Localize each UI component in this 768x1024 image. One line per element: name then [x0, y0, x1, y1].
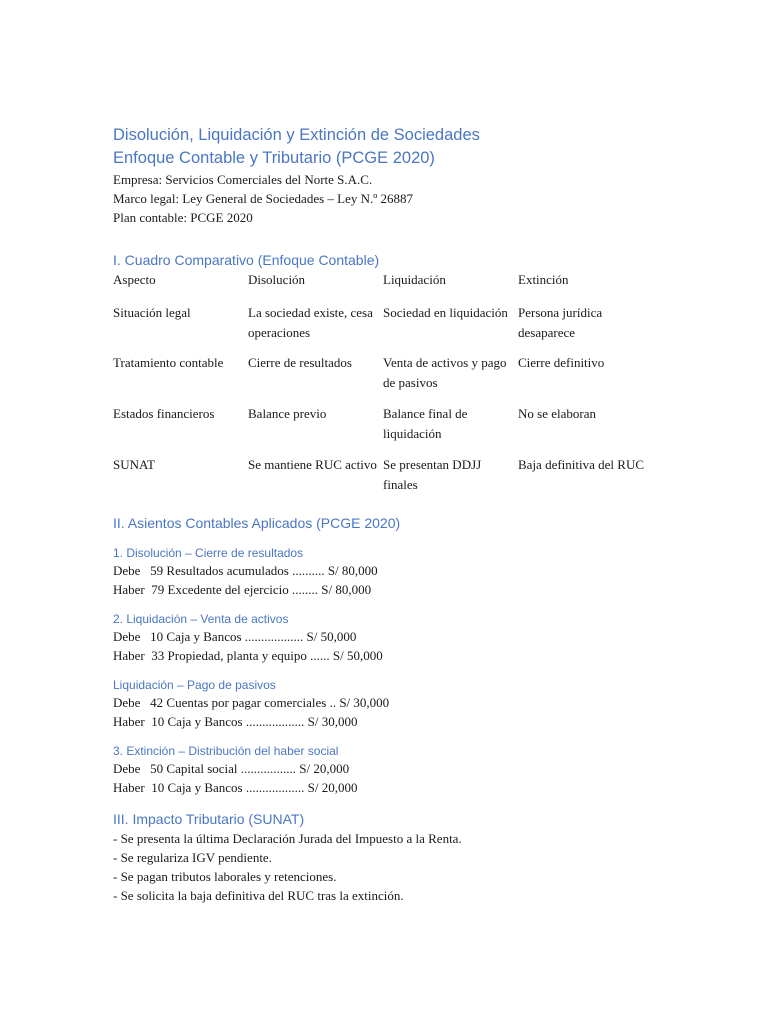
table-row	[113, 303, 653, 353]
comparison-table	[113, 270, 653, 495]
table-cell: Estados financieros	[113, 406, 215, 421]
table-cell: Tratamiento contable	[113, 355, 224, 370]
table-cell: Se presentan DDJJ finales	[383, 457, 482, 492]
entry-block-title: 3. Extinción – Distribución del haber social	[113, 744, 339, 758]
table-cell: Balance final de liquidación	[383, 406, 468, 441]
entry-line-debit: Debe 42 Cuentas por pagar comerciales .. S/ 30,000	[113, 695, 390, 710]
entry-line-credit: Haber 79 Excedente del ejercicio ........ S/ 80,000	[113, 582, 372, 597]
table-cell: Persona jurídica desaparece	[518, 305, 603, 340]
table-cell: SUNAT	[113, 457, 155, 472]
tax-impact-item: - Se pagan tributos laborales y retenciones.	[113, 869, 337, 884]
table-header-cell: Disolución	[248, 272, 306, 287]
table-cell: Venta de activos y pago de pasivos	[383, 355, 507, 390]
entry-block-title: 2. Liquidación – Venta de activos	[113, 612, 289, 626]
table-cell: La sociedad existe, cesa operaciones	[248, 305, 373, 340]
table-cell: Sociedad en liquidación	[383, 305, 508, 320]
table-cell: No se elaboran	[518, 406, 596, 421]
entry-line-credit: Haber 10 Caja y Bancos .................. S/ 20,000	[113, 780, 358, 795]
table-row	[113, 404, 653, 455]
entry-line-debit: Debe 59 Resultados acumulados .......... S/ 80,000	[113, 563, 378, 578]
legal-framework-line: Marco legal: Ley General de Sociedades – Ley N.º 26887	[113, 191, 414, 206]
entry-block-title: Liquidación – Pago de pasivos	[113, 678, 276, 692]
table-header-cell: Liquidación	[383, 272, 446, 287]
entry-line-credit: Haber 10 Caja y Bancos .................. S/ 30,000	[113, 714, 358, 729]
document-content	[113, 124, 653, 905]
document-title: Disolución, Liquidación y Extinción de Sociedades	[113, 126, 480, 144]
entry-block-title: 1. Disolución – Cierre de resultados	[113, 546, 304, 560]
section2-heading: II. Asientos Contables Aplicados (PCGE 2020)	[113, 515, 401, 531]
section1-heading: I. Cuadro Comparativo (Enfoque Contable)	[113, 252, 380, 268]
accounting-plan-line: Plan contable: PCGE 2020	[113, 210, 253, 225]
section3-heading: III. Impacto Tributario (SUNAT)	[113, 811, 305, 827]
table-cell: Balance previo	[248, 406, 327, 421]
table-cell: Situación legal	[113, 305, 191, 320]
company-line: Empresa: Servicios Comerciales del Norte S.A.C.	[113, 172, 373, 187]
table-cell: Cierre de resultados	[248, 355, 352, 370]
table-header-row	[113, 270, 653, 303]
table-row	[113, 353, 653, 404]
tax-impact-item: - Se regulariza IGV pendiente.	[113, 850, 272, 865]
tax-impact-item: - Se solicita la baja definitiva del RUC tras la extinción.	[113, 888, 404, 903]
document-subtitle: Enfoque Contable y Tributario (PCGE 2020)	[113, 149, 435, 167]
table-header-cell: Extinción	[518, 272, 569, 287]
table-cell: Cierre definitivo	[518, 355, 605, 370]
entry-line-debit: Debe 50 Capital social ................. S/ 20,000	[113, 761, 350, 776]
table-cell: Se mantiene RUC activo	[248, 457, 377, 472]
entry-line-debit: Debe 10 Caja y Bancos .................. S/ 50,000	[113, 629, 357, 644]
table-header-cell: Aspecto	[113, 272, 156, 287]
table-row	[113, 455, 653, 495]
table-cell: Baja definitiva del RUC	[518, 457, 645, 472]
tax-impact-item: - Se presenta la última Declaración Jurada del Impuesto a la Renta.	[113, 831, 462, 846]
entry-line-credit: Haber 33 Propiedad, planta y equipo ...... S/ 50,000	[113, 648, 383, 663]
